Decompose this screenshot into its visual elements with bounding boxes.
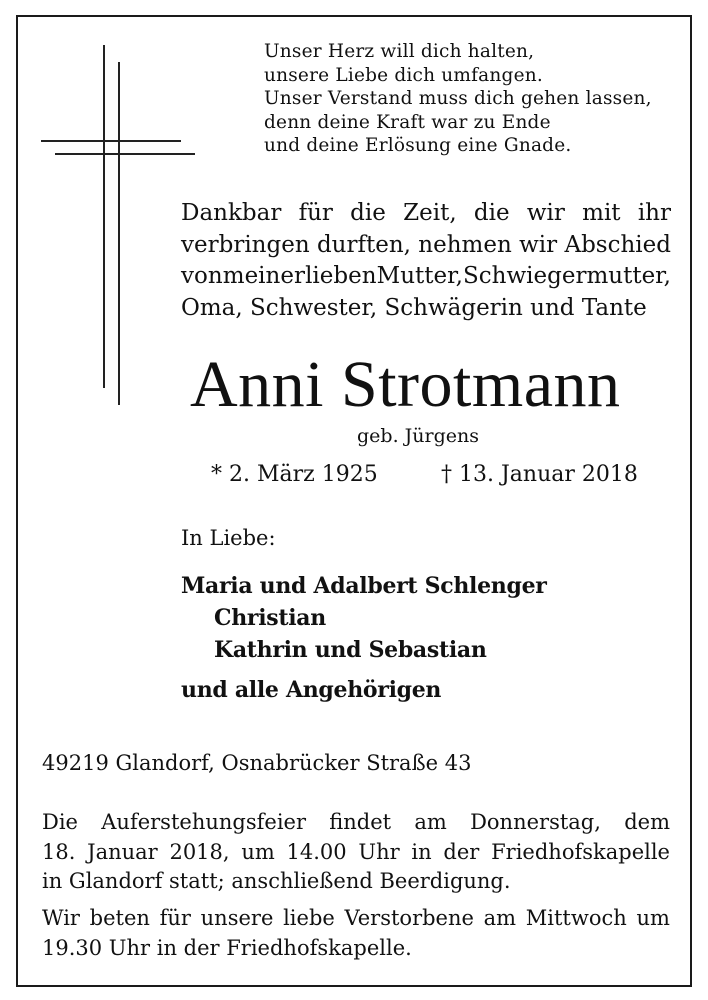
- mourners-list: [181, 570, 671, 666]
- poem-line: unsere Liebe dich umfangen.: [264, 64, 543, 86]
- prayer-info: [42, 904, 670, 963]
- poem-line: und deine Erlösung eine Gnade.: [264, 135, 572, 156]
- address: 49219 Glandorf, Osnabrücker Straße 43: [42, 751, 472, 775]
- mourner: Maria und Adalbert Schlenger: [181, 573, 547, 599]
- poem-line: Unser Verstand muss dich gehen lassen,: [264, 88, 652, 109]
- maiden-name: geb. Jürgens: [357, 425, 479, 447]
- poem: [264, 40, 684, 158]
- death-date: † 13. Januar 2018: [441, 462, 638, 487]
- ceremony-line: in Glandorf statt; anschließend Beerdigung.: [42, 869, 511, 893]
- mourner: Christian: [214, 605, 326, 631]
- intro-line: von meiner lieben Mutter, Schwiegermutter,: [181, 263, 671, 289]
- prayer-line: 19.30 Uhr in der Friedhofskapelle.: [42, 935, 412, 960]
- intro-line: Oma, Schwester, Schwägerin und Tante: [181, 294, 647, 321]
- in-love-label: In Liebe:: [181, 526, 276, 550]
- birth-date: * 2. März 1925: [211, 462, 378, 487]
- intro-line: Dankbar für die Zeit, die wir mit ihr: [181, 200, 671, 226]
- intro-line: verbringen durften, nehmen wir Abschied: [181, 231, 671, 258]
- mourner: Kathrin und Sebastian: [214, 637, 487, 663]
- prayer-line: Wir beten für unsere liebe Verstorbene am Mittwoch um: [42, 906, 670, 930]
- deceased-name: Anni Strotmann: [190, 348, 621, 421]
- ceremony-info: [42, 808, 670, 897]
- poem-line: denn deine Kraft war zu Ende: [264, 111, 551, 133]
- poem-line: Unser Herz will dich halten,: [264, 41, 535, 62]
- ceremony-line: Die Auferstehungsfeier findet am Donnerstag, dem: [42, 810, 670, 834]
- relatives: und alle Angehörigen: [181, 677, 442, 703]
- intro-text: [181, 198, 671, 324]
- ceremony-line: 18. Januar 2018, um 14.00 Uhr in der Friedhofskapelle: [42, 839, 670, 864]
